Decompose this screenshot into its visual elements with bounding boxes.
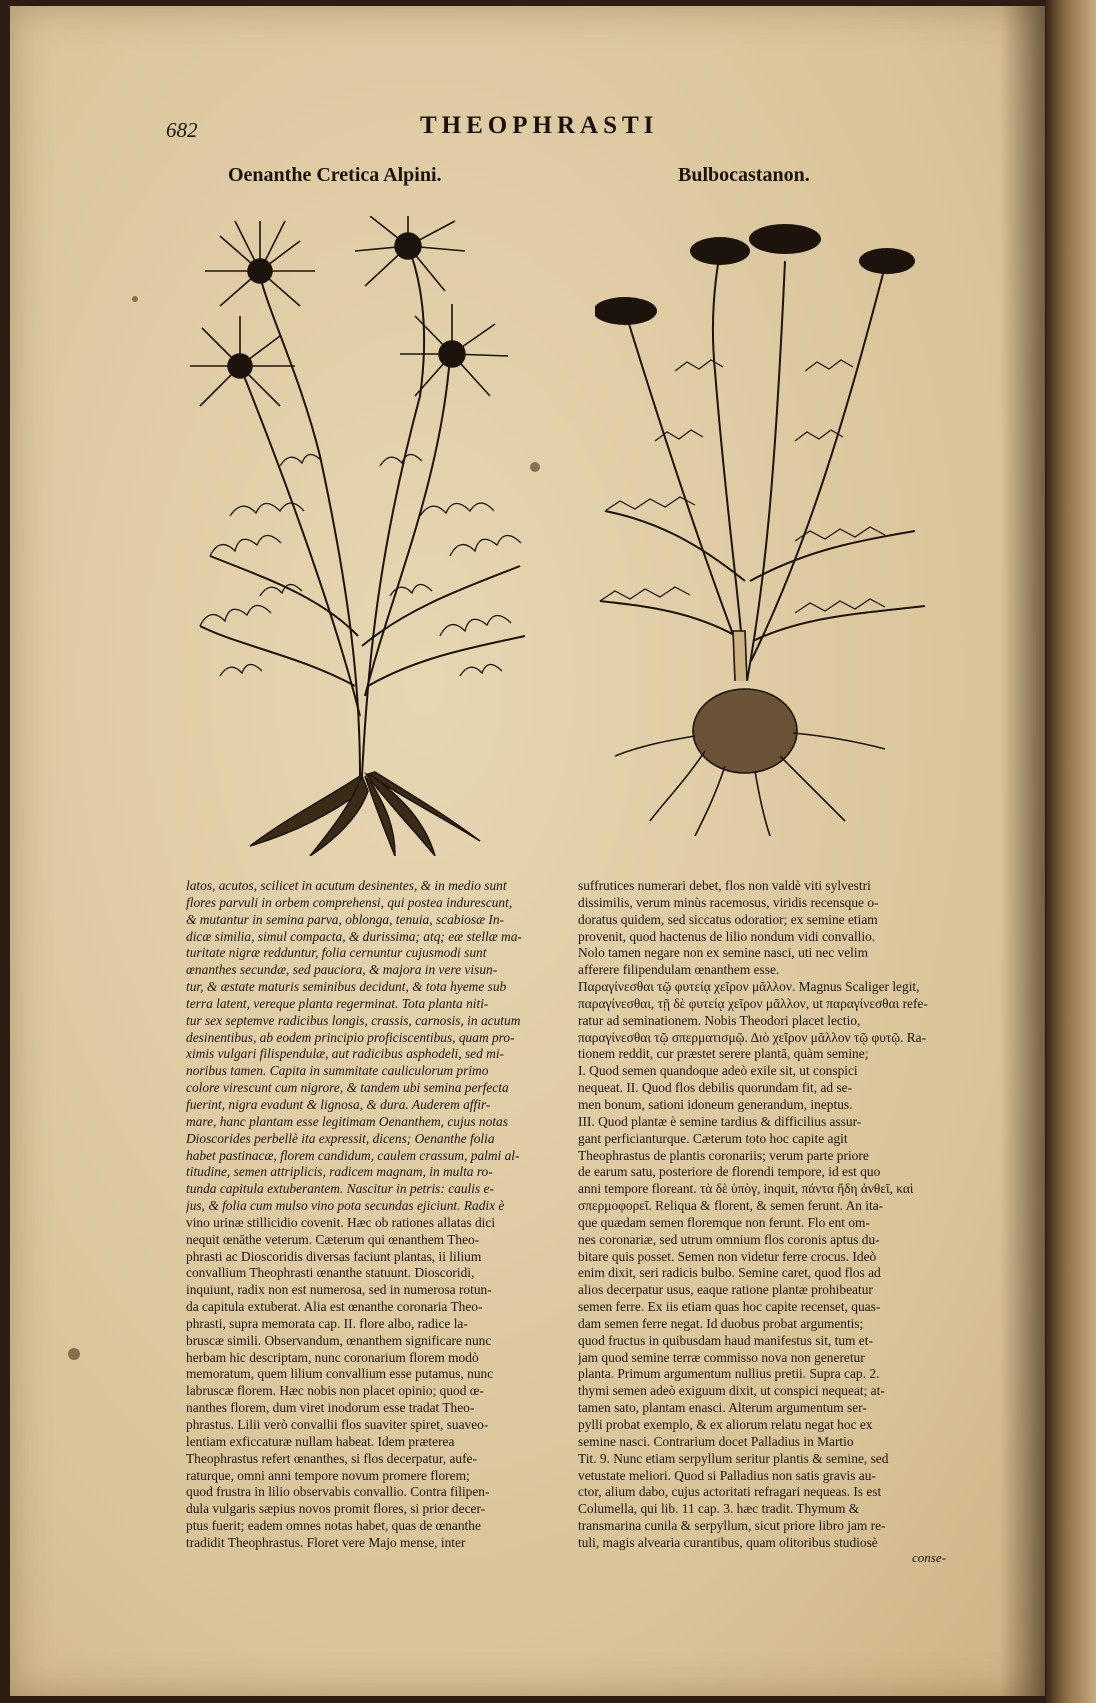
text-line: Tit. 9. Nunc etiam serpyllum seritur plantis & semine, sed	[578, 1450, 889, 1466]
text-line: planta. Primum argumentum nullius pretii. Supra cap. 2.	[578, 1366, 880, 1382]
catchword: conse-	[912, 1550, 946, 1565]
text-line: vetustate meliori. Quod si Palladius non satis gravis au-	[578, 1467, 876, 1483]
text-line: dula vulgaris sæpius novos promit flores, si prior decer-	[186, 1501, 486, 1517]
spine-shadow	[1000, 6, 1048, 1696]
text-line: dicæ similia, simul compacta, & durissima; atq; eæ stellæ ma-	[186, 928, 522, 944]
text-line: tamen sato, plantam enasci. Alterum argumentum ser-	[578, 1400, 867, 1416]
text-line: phrasti, supra memorata cap. II. flore albo, radice la-	[186, 1315, 468, 1331]
bulbocastanon-woodcut	[595, 221, 935, 841]
text-line: pylli probat exemplo, & ex aliorum relatu negat hoc ex	[578, 1417, 873, 1432]
text-line: Theophrastus refert œnanthes, si flos decerpatur, aufe-	[186, 1450, 477, 1466]
oenanthe-woodcut	[190, 216, 540, 856]
text-line: bitare quis posset. Semen non videtur ferre crocus. Ideò	[578, 1248, 877, 1264]
text-line: enim dixit, seri radicis bulbo. Semine caret, quod flos ad	[578, 1265, 881, 1281]
text-line: thymi semen adeò exiguum dixit, ut conspici nequeat; at-	[578, 1383, 885, 1399]
text-line: anni tempore floreant. τὰ δὲ ὑπὸγ, inquit, πάντα ἤδη ἀνθεῖ, καὶ	[578, 1181, 914, 1197]
right-text-column	[578, 878, 953, 1578]
text-line: latos, acutos, scilicet in acutum desinentes, & in medio sunt	[186, 878, 507, 893]
caption-oenanthe: Oenanthe Cretica Alpini.	[228, 164, 442, 186]
text-line: œnanthes secundæ, sed pauciora, & majora in vere visun-	[186, 962, 498, 978]
text-line: flores parvuli in orbem comprehensi, qui postea indurescunt,	[186, 894, 513, 910]
text-line: bruscæ simili. Observandum, œnanthem significare nunc	[186, 1332, 492, 1348]
text-line: σπερμοφορεῖ. Reliqua & florent, & semen ferunt. An ita-	[578, 1198, 884, 1214]
text-line: jus, & folia cum mulso vino pota secundas ejiciunt. Radix è	[186, 1198, 505, 1214]
text-line: nequit œnāthe veterum. Cæterum qui œnanthem Theo-	[186, 1231, 480, 1247]
facing-page-edge	[1046, 0, 1096, 1703]
text-line: Παραγίνεσθαι τῷ φυτείᾳ χεῖρον μᾶλλον. Magnus Scaliger legit,	[578, 979, 920, 995]
text-line: ratur ad seminationem. Nobis Theodori placet lectio,	[578, 1012, 861, 1028]
ink-stain	[132, 296, 138, 302]
text-line: de earum satu, posteriore de florendi tempore, id est quo	[578, 1164, 881, 1180]
text-line: tur, & æstate maturis seminibus decidunt, & tota hyeme sub	[186, 979, 507, 995]
text-line: ctor, alium dabo, cujus actoritati refragari nequeas. Is est	[578, 1484, 882, 1500]
text-line: quod fructus in quibusdam haud manifestus sit, tum et-	[578, 1332, 873, 1348]
ink-stain	[68, 1348, 80, 1360]
text-line: transmarina cunila & serpyllum, sicut priore libro jam re-	[578, 1518, 886, 1534]
text-line: Dioscorides perbellè ita expressit, dicens; Oenanthe folia	[186, 1130, 495, 1146]
text-line: tuli, magis alvearia curantibus, quam olitoribus studiosè	[578, 1534, 878, 1550]
text-line: tur sex septemve radicibus longis, crassis, carnosis, in acutum	[186, 1012, 521, 1028]
text-line: suffrutices numerari debet, flos non valdè viti sylvestri	[578, 878, 871, 893]
text-line: alios decerpatur usus, eaque ratione plantæ prohibeatur	[578, 1282, 873, 1298]
text-line: ptus fuerit; eadem omnes notas habet, quas de œnanthe	[186, 1518, 481, 1534]
text-line: labruscæ florem. Hæc nobis non placet opinio; quod œ-	[186, 1383, 484, 1399]
text-line: titudine, semen attriplicis, radicem magnam, in multa ro-	[186, 1164, 493, 1180]
text-line: fuerint, nigra evadunt & lignosa, & dura. Auderem affir-	[186, 1096, 491, 1112]
text-line: men bonum, sationi idoneum generandum, ineptus.	[578, 1096, 853, 1112]
text-line: gant perficianturque. Cæterum toto hoc capite agit	[578, 1130, 848, 1146]
text-line: Theophrastus de plantis coronariis; verum parte priore	[578, 1147, 869, 1163]
page-number: 682	[166, 118, 198, 142]
text-line: herbam hic descriptam, nunc coronarium florem modò	[186, 1349, 479, 1365]
text-line: παραγίνεσθαι τῷ σπερματισμῷ. Διὸ χεῖρον μᾶλλον τῷ φυτῷ. Ra-	[578, 1029, 927, 1045]
caption-bulbocastanon: Bulbocastanon.	[678, 164, 810, 186]
text-line: phrasti ac Dioscoridis diversas faciunt plantas, ii lilium	[186, 1248, 482, 1264]
text-line: habet pastinacæ, florem candidum, caulem crassum, palmi al-	[186, 1147, 520, 1163]
text-line: dissimilis, verum minùs racemosus, viridis recensque o-	[578, 894, 879, 910]
text-line: mare, hanc plantam esse legitimam Oenanthem, cujus notas	[186, 1113, 508, 1129]
text-line: vino urinæ stillicidio covenit. Hæc ob rationes allatas dici	[186, 1214, 496, 1230]
text-line: inquiunt, radix non est numerosa, sed in numerosa rotun-	[186, 1282, 492, 1298]
text-line: noribus tamen. Capita in summitate cauliculorum primo	[186, 1063, 489, 1079]
text-line: nanthes florem, dum viret inodorum esse tradat Theo-	[186, 1400, 475, 1416]
text-line: convallium Theophrasti œnanthe statuunt. Dioscoridi,	[186, 1265, 475, 1281]
text-line: jam quod semine terræ commisso nova non generetur	[578, 1349, 865, 1365]
left-text-column	[186, 878, 561, 1578]
text-line: Columella, qui lib. 11 cap. 3. hæc tradit. Thymum &	[578, 1501, 860, 1517]
text-line: ximis vulgari filispendulæ, aut radicibus asphodeli, sed mi-	[186, 1046, 505, 1062]
text-line: que quædam semen floremque non ferunt. Flo ent om-	[578, 1214, 870, 1230]
ink-stain	[530, 462, 540, 472]
text-line: raturque, omni anni tempore novum promere florem;	[186, 1467, 470, 1483]
text-line: III. Quod plantæ è semine tardius & difficilius assur-	[578, 1113, 862, 1129]
text-line: tradidit Theophrastus. Floret vere Majo mense, inter	[186, 1534, 466, 1550]
text-line: semen ferre. Ex iis etiam quas hoc capite recenset, quas-	[578, 1299, 881, 1315]
text-line: quod frustra in lilio observabis convallio. Contra filipen-	[186, 1484, 490, 1500]
text-line: phrastus. Lilii verò convallii flos suaviter spiret, suaveo-	[186, 1417, 489, 1432]
text-line: memoratum, quem lilium convallium esse putamus, nunc	[186, 1366, 494, 1382]
text-line: terra latent, vereque planta regerminat. Tota planta niti-	[186, 995, 489, 1011]
text-line: doratus quidem, sed siccatus odoratior; ex semine etiam	[578, 911, 878, 927]
text-line: I. Quod semen quandoque adeò exile sit, ut conspici	[578, 1063, 858, 1079]
text-line: dam semen ferre negat. Id duobus probat argumentis;	[578, 1315, 864, 1331]
text-line: turitate nigræ redduntur, folia cernuntur cujusmodi sunt	[186, 945, 487, 961]
text-line: tunda capitula extuberantem. Nascitur in petris: caulis e-	[186, 1181, 494, 1197]
text-line: provenit, quod hactenus de lilio nondum vidi convallio.	[578, 928, 876, 944]
text-line: lentiam exficcaturæ nullam habeat. Idem præterea	[186, 1433, 455, 1449]
text-line: & mutantur in semina parva, oblonga, tenuia, scabiosæ In-	[186, 911, 505, 927]
text-line: nequeat. II. Quod flos debilis quorundam fit, ad se-	[578, 1080, 853, 1096]
text-line: παραγίνεσθαι, τῇ δὲ φυτείᾳ χεῖρον μᾶλλον, ut παραγίνεσθαι refe-	[578, 995, 928, 1011]
text-line: tionem reddit, cur præstet serere plantā, quàm semine;	[578, 1046, 869, 1062]
book-page	[10, 6, 1045, 1696]
text-line: afferere filipendulam œnanthem esse.	[578, 962, 780, 978]
text-line: colore virescunt cum nigrore, & tandem ubi semina perfecta	[186, 1080, 509, 1096]
running-head: THEOPHRASTI	[420, 112, 659, 139]
text-line: da capitula extuberat. Alia est œnanthe coronaria Theo-	[186, 1299, 483, 1315]
text-line: semine nasci. Contrarium docet Palladius in Martio	[578, 1433, 854, 1449]
text-line: desinentibus, ab eodem principio proficiscentibus, quam pro-	[186, 1029, 515, 1045]
text-line: nes coronariæ, sed utrum omnium flos coronis aptus du-	[578, 1231, 880, 1247]
text-line: Nolo tamen negare non ex semine nasci, uti nec velim	[578, 945, 869, 961]
